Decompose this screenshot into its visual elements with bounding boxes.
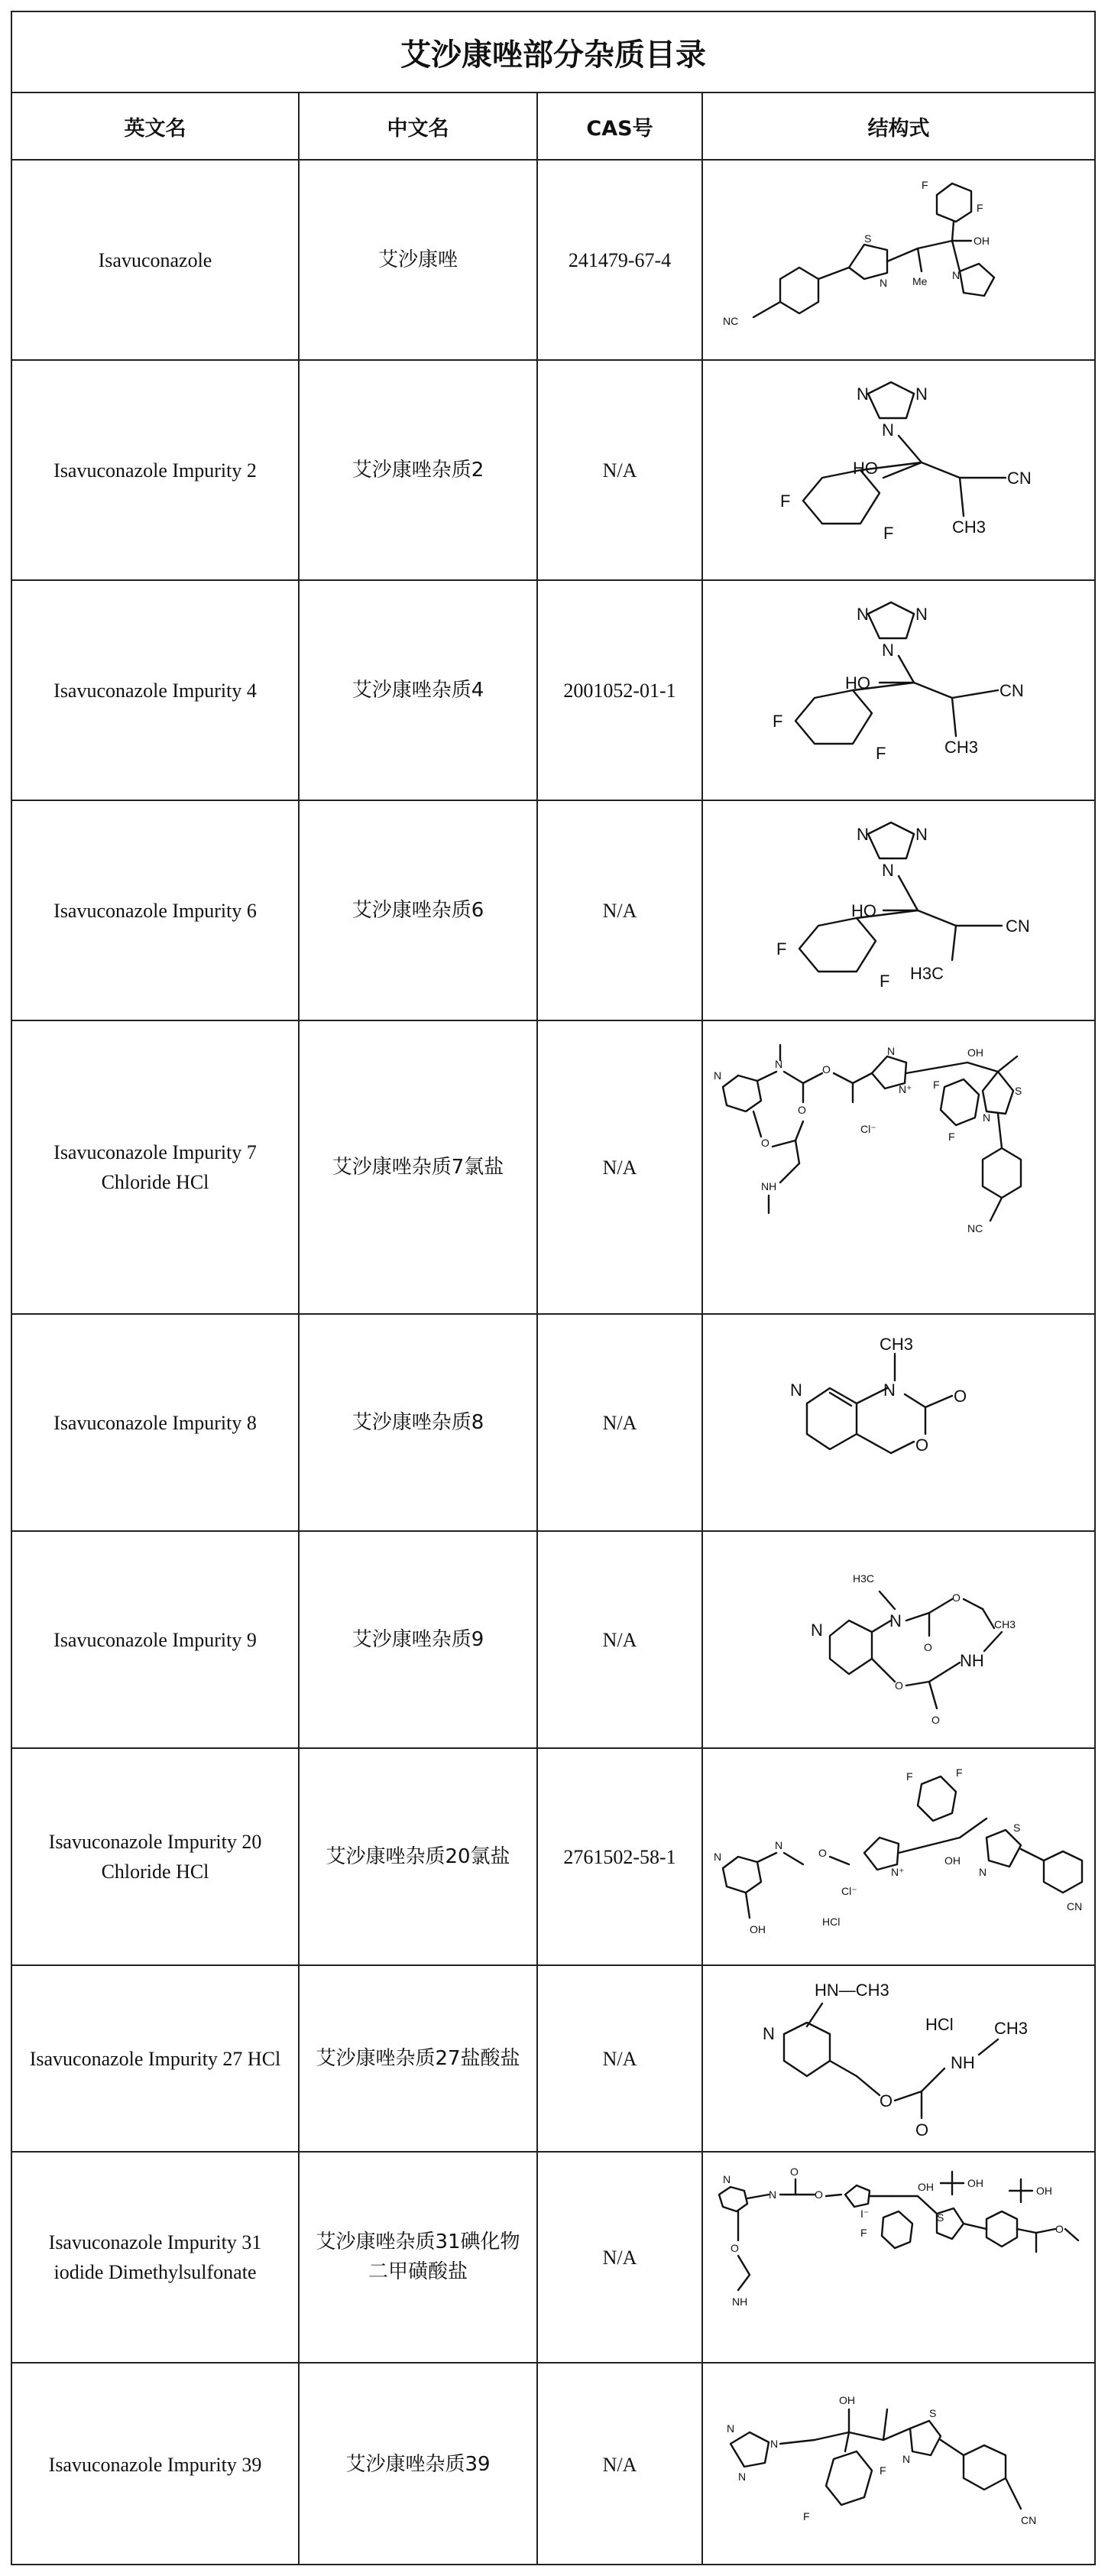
svg-text:NH: NH — [732, 2295, 748, 2308]
row-6-english-name: Isavuconazole Impurity 9 — [12, 1532, 300, 1749]
svg-text:CN: CN — [1067, 1900, 1083, 1913]
svg-text:F: F — [776, 939, 787, 959]
svg-text:OH: OH — [974, 235, 990, 247]
svg-text:Me: Me — [912, 275, 928, 287]
row-5-structure — [703, 1315, 1094, 1532]
row-1-english-name: Isavuconazole Impurity 2 — [12, 361, 300, 581]
header-chinese-name: 中文名 — [300, 93, 538, 161]
svg-text:CN: CN — [1021, 2513, 1037, 2526]
svg-text:N: N — [983, 1111, 991, 1124]
row-4-cas-number: N/A — [538, 1021, 703, 1315]
svg-text:N: N — [770, 2437, 779, 2450]
structure-impurity-7 — [708, 1026, 1090, 1309]
row-0-cas-number: 241479-67-4 — [538, 161, 703, 361]
svg-text:OH: OH — [1036, 2184, 1052, 2197]
svg-text:CN: CN — [1007, 469, 1032, 488]
row-7-english-name: Isavuconazole Impurity 20 Chloride HCl — [12, 1749, 300, 1966]
svg-text:N: N — [882, 861, 894, 880]
row-3-english-name: Isavuconazole Impurity 6 — [12, 801, 300, 1021]
svg-text:Cl⁻: Cl⁻ — [841, 1885, 857, 1897]
svg-text:S: S — [1013, 1822, 1021, 1834]
svg-text:HCl: HCl — [925, 2014, 954, 2034]
svg-text:O: O — [895, 1679, 903, 1692]
row-10-english-name: Isavuconazole Impurity 39 — [12, 2363, 300, 2565]
svg-text:HO: HO — [853, 459, 878, 478]
svg-text:NC: NC — [967, 1222, 983, 1234]
row-7-chinese-name: 艾沙康唑杂质20氯盐 — [300, 1749, 538, 1966]
structure-impurity-8 — [708, 1319, 1090, 1526]
structure-impurity-4 — [708, 583, 1090, 797]
svg-text:Cl⁻: Cl⁻ — [860, 1123, 876, 1135]
svg-text:O: O — [954, 1387, 967, 1406]
header-english-name: 英文名 — [12, 93, 300, 161]
svg-text:F: F — [860, 2226, 867, 2239]
svg-text:F: F — [956, 1767, 963, 1779]
svg-text:N: N — [915, 384, 928, 404]
row-3-cas-number: N/A — [538, 801, 703, 1021]
structure-isavuconazole — [708, 164, 1090, 355]
structure-impurity-39 — [708, 2367, 1090, 2562]
svg-text:N: N — [889, 1611, 902, 1630]
svg-text:CH3: CH3 — [944, 738, 979, 757]
svg-text:N⁺: N⁺ — [899, 1083, 912, 1095]
svg-text:N: N — [714, 1851, 722, 1863]
catalog-table — [12, 93, 1094, 2565]
row-10-cas-number: N/A — [538, 2363, 703, 2565]
svg-text:O: O — [798, 1104, 806, 1116]
svg-text:H3C: H3C — [853, 1572, 875, 1585]
row-9-chinese-name: 艾沙康唑杂质31碘化物 二甲磺酸盐 — [300, 2153, 538, 2363]
row-8-cas-number: N/A — [538, 1966, 703, 2153]
svg-text:F: F — [780, 492, 791, 511]
structure-impurity-20 — [708, 1754, 1090, 1960]
row-8-english-name: Isavuconazole Impurity 27 HCl — [12, 1966, 300, 2153]
svg-text:F: F — [933, 1079, 940, 1091]
svg-text:F: F — [948, 1131, 955, 1143]
page-title: 艾沙康唑部分杂质目录 — [12, 12, 1094, 93]
svg-text:N: N — [952, 269, 961, 281]
svg-text:HO: HO — [845, 673, 870, 693]
svg-text:O: O — [915, 1436, 929, 1455]
structure-impurity-27 — [708, 1969, 1090, 2149]
svg-text:CN: CN — [999, 681, 1024, 700]
svg-text:F: F — [906, 1770, 913, 1783]
svg-text:O: O — [790, 2165, 799, 2178]
svg-text:O: O — [731, 2241, 739, 2254]
svg-text:F: F — [880, 972, 890, 991]
svg-text:NH: NH — [761, 1180, 777, 1192]
svg-text:N: N — [883, 1380, 896, 1400]
svg-text:CH3: CH3 — [994, 1618, 1016, 1630]
row-1-chinese-name: 艾沙康唑杂质2 — [300, 361, 538, 581]
row-5-chinese-name: 艾沙康唑杂质8 — [300, 1315, 538, 1532]
svg-text:NH: NH — [951, 2052, 975, 2072]
row-7-cas-number: 2761502-58-1 — [538, 1749, 703, 1966]
row-3-structure — [703, 801, 1094, 1021]
svg-text:OH: OH — [750, 1923, 766, 1935]
row-6-structure — [703, 1532, 1094, 1749]
row-9-english-name: Isavuconazole Impurity 31 iodide Dimethylsulfonate — [12, 2153, 300, 2363]
svg-text:N⁺: N⁺ — [891, 1866, 905, 1878]
row-0-english-name: Isavuconazole — [12, 161, 300, 361]
svg-text:CH3: CH3 — [952, 517, 987, 537]
svg-text:HN—CH3: HN—CH3 — [815, 1980, 889, 2000]
svg-text:S: S — [929, 2406, 937, 2419]
impurity-catalog-sheet — [11, 11, 1096, 2565]
svg-text:HO: HO — [851, 901, 876, 920]
row-5-english-name: Isavuconazole Impurity 8 — [12, 1315, 300, 1532]
svg-text:N: N — [769, 2188, 777, 2201]
svg-text:S: S — [1015, 1085, 1022, 1097]
svg-text:N: N — [915, 605, 928, 624]
row-1-cas-number: N/A — [538, 361, 703, 581]
svg-text:S: S — [937, 2211, 944, 2224]
structure-impurity-31 — [708, 2156, 1090, 2359]
svg-text:O: O — [815, 2188, 823, 2201]
row-2-structure — [703, 581, 1094, 801]
row-5-cas-number: N/A — [538, 1315, 703, 1532]
row-8-structure — [703, 1966, 1094, 2153]
row-4-chinese-name: 艾沙康唑杂质7氯盐 — [300, 1021, 538, 1315]
svg-text:N: N — [857, 825, 869, 844]
row-9-cas-number: N/A — [538, 2153, 703, 2363]
svg-text:I⁻: I⁻ — [860, 2207, 870, 2220]
svg-text:N: N — [775, 1839, 783, 1851]
svg-text:OH: OH — [967, 2176, 983, 2189]
row-7-structure — [703, 1749, 1094, 1966]
svg-text:OH: OH — [967, 1046, 983, 1059]
svg-text:NH: NH — [960, 1651, 984, 1670]
svg-text:O: O — [822, 1063, 831, 1075]
svg-text:N: N — [857, 605, 869, 624]
row-2-cas-number: 2001052-01-1 — [538, 581, 703, 801]
svg-text:NC: NC — [723, 315, 739, 327]
svg-text:F: F — [883, 524, 894, 543]
row-2-english-name: Isavuconazole Impurity 4 — [12, 581, 300, 801]
svg-text:F: F — [977, 202, 983, 214]
svg-text:N: N — [775, 1058, 783, 1070]
svg-text:O: O — [915, 2120, 929, 2140]
svg-text:O: O — [952, 1591, 961, 1604]
svg-text:N: N — [880, 277, 888, 289]
svg-text:N: N — [790, 1380, 802, 1400]
svg-text:N: N — [979, 1866, 987, 1878]
header-cas-number: CAS号 — [538, 93, 703, 161]
svg-text:F: F — [803, 2509, 810, 2522]
svg-text:N: N — [714, 1069, 722, 1082]
structure-impurity-2 — [708, 363, 1090, 577]
row-4-structure — [703, 1021, 1094, 1315]
svg-text:N: N — [902, 2452, 911, 2465]
svg-text:OH: OH — [944, 1854, 961, 1867]
svg-text:CH3: CH3 — [994, 2018, 1029, 2038]
svg-text:N: N — [882, 641, 894, 660]
svg-text:N: N — [811, 1621, 823, 1640]
svg-text:N: N — [882, 420, 894, 440]
svg-text:H3C: H3C — [910, 964, 944, 983]
svg-text:N: N — [763, 2023, 775, 2043]
svg-text:OH: OH — [839, 2393, 855, 2406]
row-2-chinese-name: 艾沙康唑杂质4 — [300, 581, 538, 801]
svg-text:HCl: HCl — [822, 1916, 841, 1928]
svg-text:F: F — [922, 179, 928, 191]
svg-text:N: N — [723, 2172, 731, 2185]
svg-text:N: N — [887, 1045, 896, 1057]
svg-text:O: O — [924, 1641, 932, 1653]
row-1-structure — [703, 361, 1094, 581]
svg-text:O: O — [1055, 2222, 1064, 2235]
svg-text:OH: OH — [918, 2180, 934, 2193]
svg-text:O: O — [818, 1847, 827, 1859]
row-6-cas-number: N/A — [538, 1532, 703, 1749]
svg-text:N: N — [727, 2422, 735, 2435]
structure-impurity-6 — [708, 803, 1090, 1017]
row-0-chinese-name: 艾沙康唑 — [300, 161, 538, 361]
svg-text:F: F — [876, 744, 886, 763]
row-9-structure — [703, 2153, 1094, 2363]
row-3-chinese-name: 艾沙康唑杂质6 — [300, 801, 538, 1021]
row-10-structure — [703, 2363, 1094, 2565]
svg-text:F: F — [880, 2464, 886, 2477]
svg-text:CH3: CH3 — [880, 1335, 914, 1354]
svg-text:O: O — [931, 1714, 940, 1726]
svg-text:N: N — [738, 2470, 747, 2483]
svg-text:CN: CN — [1006, 917, 1030, 936]
structure-impurity-9 — [708, 1536, 1090, 1743]
row-8-chinese-name: 艾沙康唑杂质27盐酸盐 — [300, 1966, 538, 2153]
header-structure: 结构式 — [703, 93, 1094, 161]
svg-text:O: O — [880, 2091, 893, 2110]
row-4-english-name: Isavuconazole Impurity 7 Chloride HCl — [12, 1021, 300, 1315]
row-0-structure — [703, 161, 1094, 361]
svg-text:N: N — [915, 825, 928, 844]
svg-text:F: F — [773, 712, 783, 731]
svg-text:S: S — [864, 232, 872, 245]
row-6-chinese-name: 艾沙康唑杂质9 — [300, 1532, 538, 1749]
row-10-chinese-name: 艾沙康唑杂质39 — [300, 2363, 538, 2565]
svg-text:O: O — [761, 1137, 769, 1149]
svg-text:N: N — [857, 384, 869, 404]
